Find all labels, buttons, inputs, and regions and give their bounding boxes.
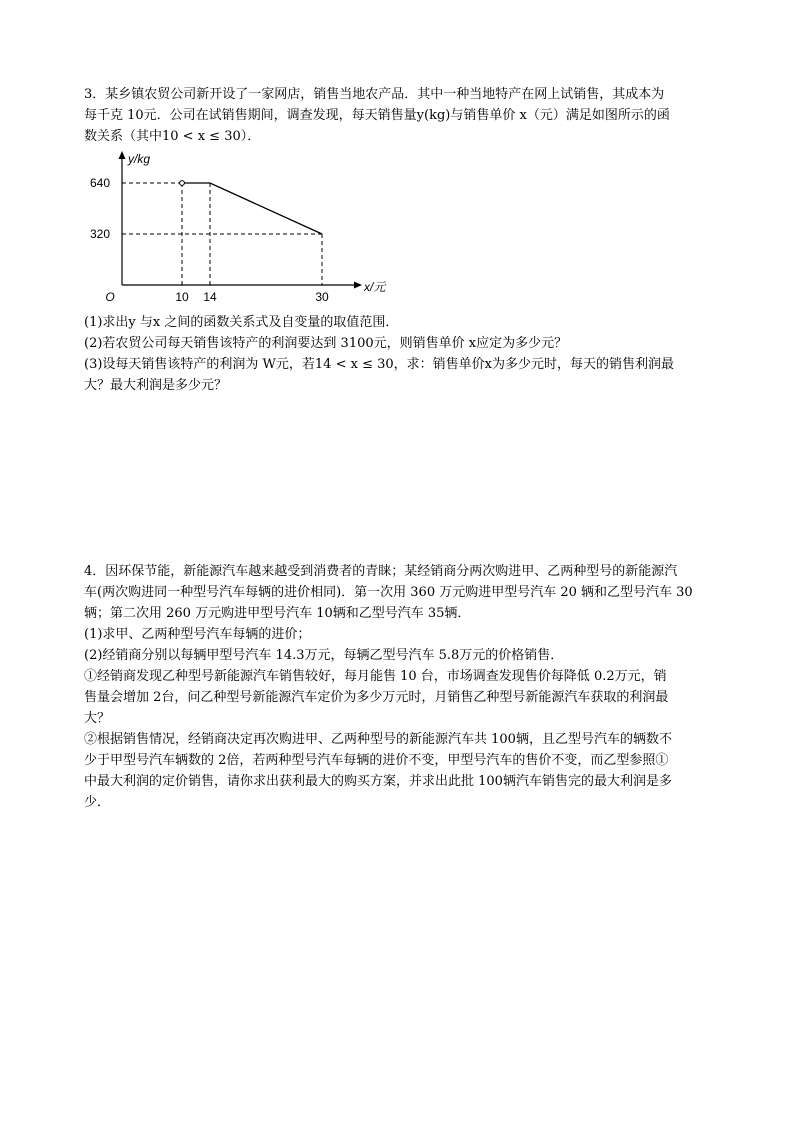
graph-svg bbox=[84, 148, 414, 308]
q3-sub-3: (3)设每天销售该特产的利润为 W元，若14 < x ≤ 30，求：销售单价x为多少元时，每天的销售利润最 bbox=[84, 357, 674, 372]
q4-line-9: ②根据销售情况，经销商决定再次购进甲、乙两种型号的新能源汽车共 100辆，且乙型号汽车的辆数不 bbox=[84, 732, 672, 747]
function-line bbox=[182, 183, 322, 234]
q3-sub-1: (1)求出y 与x 之间的函数关系式及自变量的取值范围． bbox=[84, 315, 399, 330]
q3-sub-4: 大？最大利润是多少元？ bbox=[84, 378, 228, 393]
x-tick-10: 10 bbox=[175, 290, 189, 304]
q4-line-10: 少于甲型号汽车辆数的 2倍，若两种型号汽车每辆的进价不变，甲型号汽车的售价不变，而乙型参照① bbox=[84, 753, 669, 768]
open-point bbox=[180, 181, 185, 186]
y-tick-320: 320 bbox=[89, 227, 111, 241]
q4-line-2: 车(两次购进同一种型号汽车每辆的进价相同)．第一次用 360 万元购进甲型号汽车 20 辆和乙型号汽车 30 bbox=[84, 585, 693, 600]
q4-line-3: 辆；第二次用 260 万元购进甲型号汽车 10辆和乙型号汽车 35辆． bbox=[84, 606, 471, 621]
q4-line-1: 4．因环保节能，新能源汽车越来越受到消费者的青睐；某经销商分两次购进甲、乙两种型号的新能源汽 bbox=[84, 564, 678, 579]
q3-line-2: 每千克 10元．公司在试销售期间，调查发现，每天销售量y(kg)与销售单价 x（元）满足如图所示的函 bbox=[84, 108, 670, 123]
origin-label: O bbox=[105, 290, 115, 304]
q4-line-8: 大？ bbox=[84, 711, 111, 726]
x-tick-30: 30 bbox=[315, 290, 329, 304]
q3-line-3: 数关系（其中10 < x ≤ 30）． bbox=[84, 129, 261, 144]
y-tick-640: 640 bbox=[89, 176, 111, 190]
q4-line-5: (2)经销商分别以每辆甲型号汽车 14.3万元，每辆乙型号汽车 5.8万元的价格销售． bbox=[84, 648, 564, 663]
q4-line-12: 少． bbox=[84, 795, 111, 810]
q4-line-4: (1)求甲、乙两种型号汽车每辆的进价； bbox=[84, 627, 311, 642]
y-axis-arrow bbox=[119, 151, 126, 159]
q4-line-7: 售量会增加 2台，问乙种型号新能源汽车定价为多少万元时，月销售乙种型号新能源汽车获取的利润最 bbox=[84, 690, 669, 705]
x-axis-arrow bbox=[354, 282, 362, 289]
x-axis-label: x/元 bbox=[364, 280, 386, 294]
q3-line-1: 3．某乡镇农贸公司新开设了一家网店，销售当地农产品．其中一种当地特产在网上试销售，其成本为 bbox=[84, 87, 665, 102]
y-axis-label: y/kg bbox=[128, 152, 151, 166]
q4-line-6: ①经销商发现乙种型号新能源汽车销售较好，每月能售 10 台，市场调查发现售价每降低 0.2万元，销 bbox=[84, 669, 667, 684]
q4-line-11: 中最大利润的定价销售，请你求出获利最大的购买方案，并求出此批 100辆汽车销售完的最大利润是多 bbox=[84, 774, 672, 789]
x-tick-14: 14 bbox=[203, 290, 217, 304]
q3-sub-2: (2)若农贸公司每天销售该特产的利润要达到 3100元，则销售单价 x应定为多少元？ bbox=[84, 336, 568, 351]
function-graph bbox=[84, 148, 414, 308]
